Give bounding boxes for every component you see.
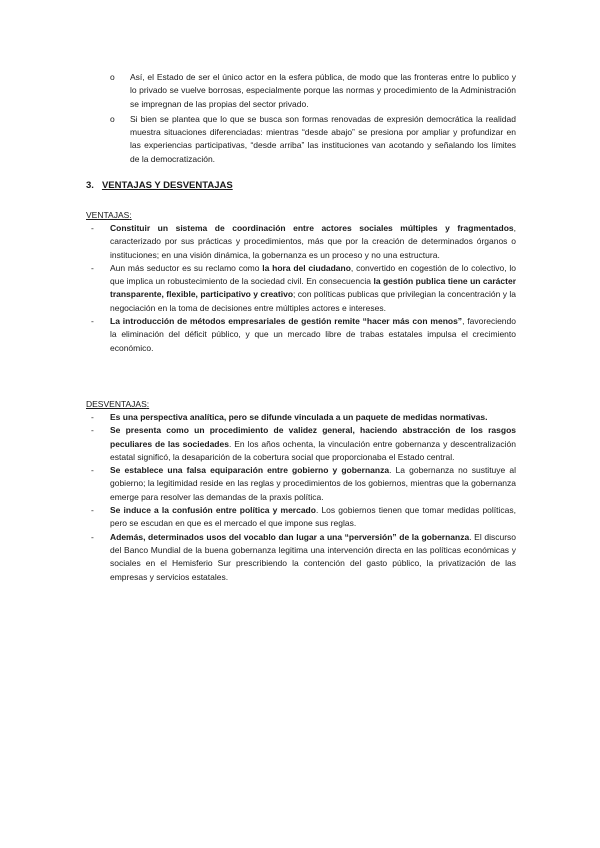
section-number: 3. xyxy=(86,180,94,191)
list-item xyxy=(86,262,516,315)
desventajas-label xyxy=(86,398,149,411)
text: . Los gobiernos tienen que tomar medidas políticas, pero se escudan en que es el mercado el que impone sus reglas. xyxy=(110,505,516,529)
list-item xyxy=(86,222,516,262)
paragraph xyxy=(110,315,516,355)
dash-bullet-icon: - xyxy=(91,412,94,422)
desventajas-label-text: DESVENTAJAS xyxy=(86,399,147,409)
bold-text: Además, determinados usos del vocablo dan lugar a una “perversión” de la gobernanza xyxy=(110,531,470,542)
bold-text: Se establece una falsa equiparación entre gobierno y gobernanza xyxy=(110,465,390,476)
list-item xyxy=(108,71,516,111)
list-item xyxy=(86,411,516,424)
dash-bullet-icon: - xyxy=(91,465,94,476)
list-item xyxy=(86,504,516,531)
text: . En los años ochenta, la vinculación entre gobernanza y descentralización estatal significó, la desaparición de la cobertura social que proporcionaba el Estado central. xyxy=(110,438,516,462)
text: , favoreciendo la eliminación del déficit público, y que un mercado libre de trabas estatales impulsa el crecimiento económico. xyxy=(110,316,516,353)
bold-text: Es una perspectiva analítica, pero se difunde vinculada a un paquete de medidas normativas. xyxy=(110,412,488,422)
dash-bullet-icon: - xyxy=(91,262,94,273)
bold-text: la gestión publica tiene un carácter transparente, flexible, participativo y creativo xyxy=(110,276,517,300)
ventajas-colon: : xyxy=(129,210,132,220)
paragraph xyxy=(110,504,516,531)
list-item xyxy=(86,315,516,355)
list-item xyxy=(86,424,516,464)
intro-bullet-list xyxy=(108,71,516,168)
bold-text: La introducción de métodos empresariales de gestión remite “hacer más con menos” xyxy=(110,316,463,327)
desventajas-colon: : xyxy=(146,399,150,409)
paragraph xyxy=(110,464,516,504)
circle-bullet-icon: o xyxy=(110,113,115,124)
paragraph xyxy=(110,411,516,424)
text: Aun más seductor es su reclamo como xyxy=(110,262,263,273)
paragraph xyxy=(110,262,516,315)
section-title: VENTAJAS Y DESVENTAJAS xyxy=(101,180,233,191)
section-heading xyxy=(86,180,233,191)
text: , convertido en cogestión de lo colectivo, lo que implica un robustecimiento de la sociedad civil. En consecuencia xyxy=(110,262,516,287)
list-item xyxy=(86,531,516,584)
ventajas-label-text: VENTAJAS xyxy=(86,210,130,220)
dash-bullet-icon: - xyxy=(91,425,94,436)
ventajas-list xyxy=(86,222,516,355)
dash-bullet-icon: - xyxy=(91,316,94,327)
desventajas-list xyxy=(86,411,516,584)
paragraph xyxy=(110,531,516,584)
bold-text: la hora del ciudadano xyxy=(262,262,351,273)
dash-bullet-icon: - xyxy=(91,531,94,542)
list-item xyxy=(108,113,516,166)
text: . El discurso del Banco Mundial de la buena gobernanza legitima una intervención directa en las políticas económicas y sociales en el Hemisferio Sur prescribiendo la contención del gasto público, la privatización de las empresas y servicios estatales. xyxy=(110,531,517,582)
paragraph: Si bien se plantea que lo que se busca son formas renovadas de expresión democrática la realidad muestra situaciones diferenciadas: mientras “desde abajo” se presiona por ampliar y profundizar en las experiencias participativas, “desde arriba” las instituciones van acotando y señalando los límites de la democratización. xyxy=(130,113,516,164)
text: , caracterizado por sus prácticas y procedimientos, más que por la creación de determinados órganos o instituciones; en una visión dinámica, la gobernanza es un proceso y no una estructura. xyxy=(110,223,516,260)
text: ; con políticas publicas que privilegian la concentración y la negociación en la toma de decisiones entre múltiples actores e intereses. xyxy=(110,289,516,313)
paragraph xyxy=(110,222,516,262)
circle-bullet-icon: o xyxy=(110,72,115,82)
bold-text: Constituir un sistema de coordinación entre actores sociales múltiples y fragmentados xyxy=(110,223,514,233)
text: . La gobernanza no sustituye al gobierno; la legitimidad reside en las reglas y procedimientos de los gobiernos, mientras que la gobernanza emerge para resolver las demandas de la praxis política. xyxy=(110,465,516,502)
list-item xyxy=(86,464,516,504)
ventajas-label xyxy=(86,209,132,222)
paragraph: Así, el Estado de ser el único actor en la esfera pública, de modo que las fronteras entre lo publico y lo privado se vuelve borrosas, especialmente porque las normas y procedimiento de la Administración se impregnan de las propias del sector privado. xyxy=(130,72,516,109)
paragraph xyxy=(110,424,516,464)
bold-text: Se presenta como un procedimiento de validez general, haciendo abstracción de los rasgos peculiares de las sociedades xyxy=(110,425,516,449)
bold-text: Se induce a la confusión entre política y mercado xyxy=(110,505,316,516)
dash-bullet-icon: - xyxy=(91,223,94,233)
dash-bullet-icon: - xyxy=(91,505,94,516)
